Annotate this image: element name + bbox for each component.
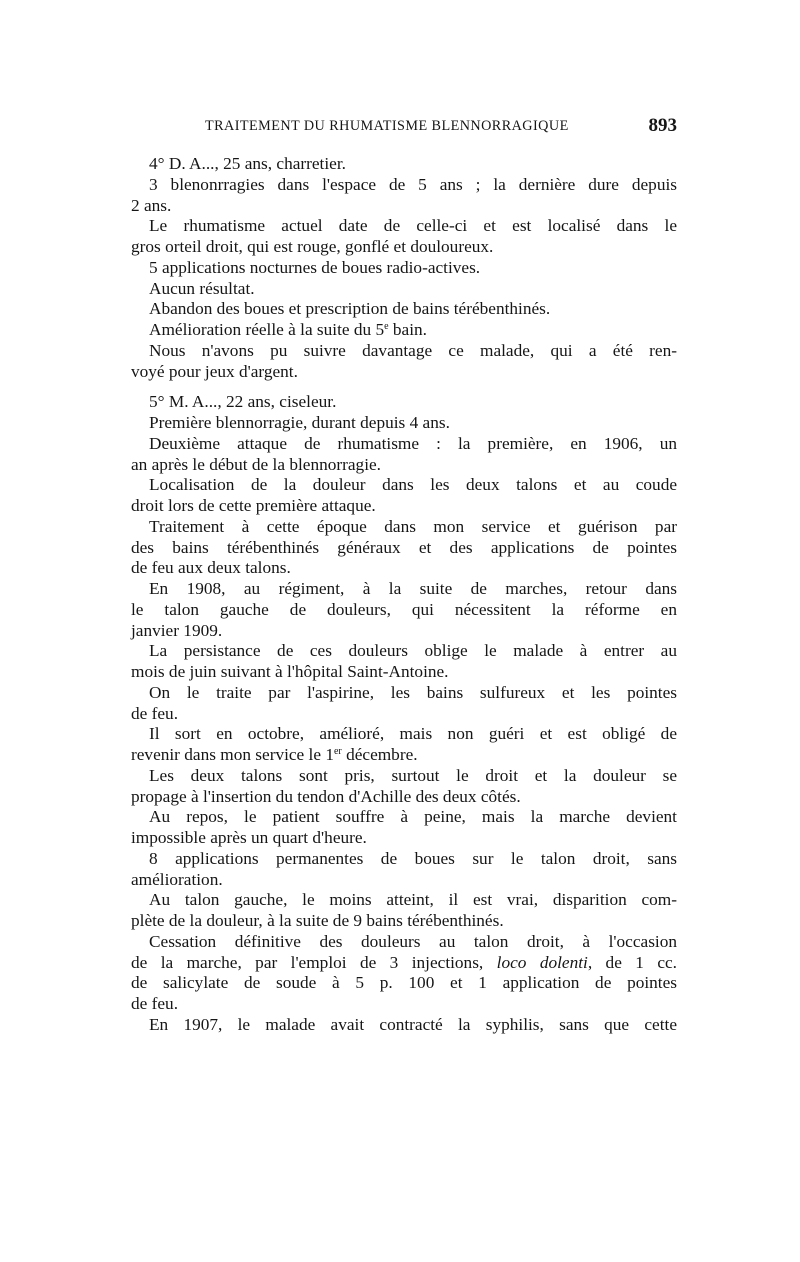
text-line: an après le début de la blennorragie. (131, 454, 381, 474)
text-line: janvier 1909. (131, 620, 223, 640)
text-line: Il sort en octobre, amélioré, mais non guéri et est obligé de (149, 724, 677, 744)
text-line: revenir dans mon service le 1er décembre. (131, 745, 418, 764)
text-line: de salicylate de soude à 5 p. 100 et 1 application de pointes (131, 973, 677, 993)
text-line: de feu aux deux talons. (131, 558, 291, 578)
text-line: de feu. (131, 994, 179, 1013)
text-line: 8 applications permanentes de boues sur le talon droit, sans (149, 848, 677, 868)
text-line: Première blennorragie, durant depuis 4 ans. (149, 413, 450, 432)
text-line: Le rhumatisme actuel date de celle-ci et est localisé dans le (149, 216, 677, 236)
text-line: amélioration. (131, 869, 223, 889)
text-line: Au talon gauche, le moins atteint, il est vrai, disparition com- (149, 890, 677, 910)
page-number: 893 (648, 115, 677, 136)
text-line: Abandon des boues et prescription de bains térébenthinés. (149, 299, 551, 319)
text-line: gros orteil droit, qui est rouge, gonflé et douloureux. (131, 237, 494, 256)
text-line: 2 ans. (131, 195, 172, 215)
text-line: En 1908, au régiment, à la suite de marches, retour dans (149, 579, 677, 598)
text-line: On le traite par l'aspirine, les bains sulfureux et les pointes (149, 682, 677, 702)
text-line: La persistance de ces douleurs oblige le malade à entrer au (149, 641, 677, 661)
text-line: Nous n'avons pu suivre davantage ce malade, qui a été ren- (149, 340, 677, 360)
text-line: droit lors de cette première attaque. (131, 496, 376, 515)
text-line: le talon gauche de douleurs, qui nécessitent la réforme en (131, 599, 677, 619)
page-header (205, 116, 677, 140)
running-title: TRAITEMENT DU RHUMATISME BLENNORRAGIQUE (205, 118, 569, 134)
text-line: Deuxième attaque de rhumatisme : la première, en 1906, un (149, 433, 677, 453)
text-line: plète de la douleur, à la suite de 9 bains térébenthinés. (131, 911, 504, 930)
text-line: Aucun résultat. (149, 278, 255, 298)
text-line: 4° D. A..., 25 ans, charretier. (149, 154, 346, 173)
text-line: 5° M. A..., 22 ans, ciseleur. (149, 392, 337, 412)
text-line: Les deux talons sont pris, surtout le droit et la douleur se (149, 765, 677, 785)
text-line: des bains térébenthinés généraux et des applications de pointes (131, 537, 677, 557)
text-line: En 1907, le malade avait contracté la syphilis, sans que cette (149, 1014, 677, 1034)
text-line: 3 blenonrragies dans l'espace de 5 ans ; la dernière dure depuis (149, 174, 677, 194)
text-line: voyé pour jeux d'argent. (131, 361, 298, 381)
text-line: de la marche, par l'emploi de 3 injections, loco dolenti, de 1 cc. (131, 952, 677, 972)
body-text (131, 154, 677, 1036)
text-line: propage à l'insertion du tendon d'Achille des deux côtés. (131, 786, 521, 806)
text-line: Cessation définitive des douleurs au talon droit, à l'occasion (149, 931, 677, 951)
text-line: impossible après un quart d'heure. (131, 828, 367, 847)
text-line: Amélioration réelle à la suite du 5e bain. (149, 320, 427, 339)
text-line: Traitement à cette époque dans mon service et guérison par (149, 516, 677, 536)
text-line: Localisation de la douleur dans les deux talons et au coude (149, 475, 677, 495)
text-line: mois de juin suivant à l'hôpital Saint-Antoine. (131, 662, 449, 681)
text-line: Au repos, le patient souffre à peine, mais la marche devient (149, 807, 677, 827)
text-line: 5 applications nocturnes de boues radio-actives. (149, 257, 481, 277)
text-line: de feu. (131, 703, 179, 723)
